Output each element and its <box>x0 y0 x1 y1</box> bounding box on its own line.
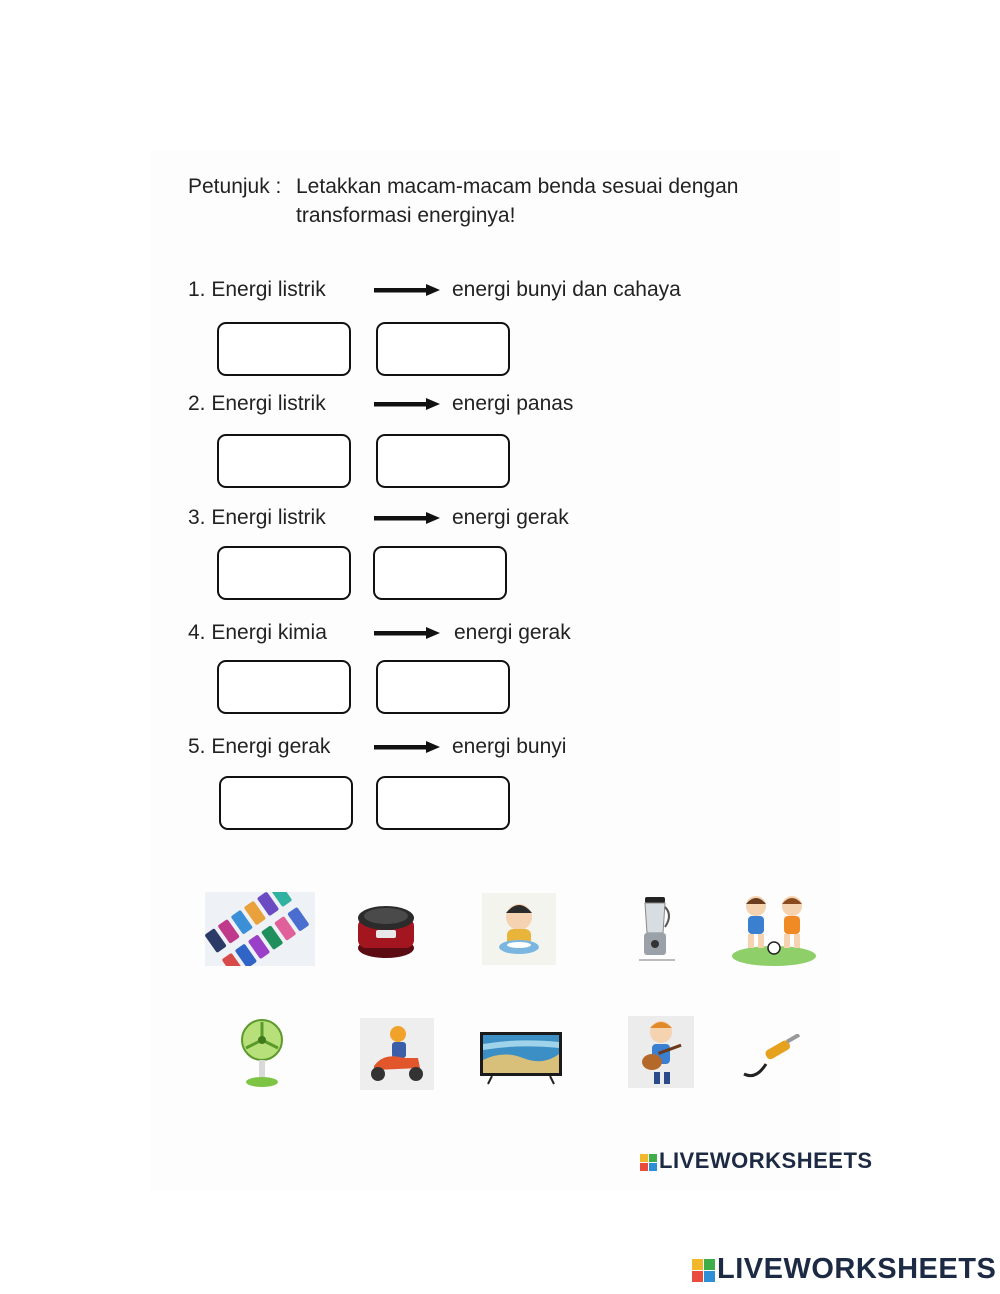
soldering-iron-image[interactable] <box>742 1034 806 1086</box>
boy-eating-image[interactable] <box>482 893 556 965</box>
item-4-label: 4. Energi kimia <box>188 621 327 644</box>
drop-box-3a[interactable] <box>217 546 351 600</box>
boy-playing-guitar-image[interactable] <box>628 1016 694 1088</box>
instructions-line2: transformasi energinya! <box>296 204 516 227</box>
item-4-result: energi gerak <box>454 621 571 644</box>
arrow-right-icon <box>374 398 440 410</box>
scooter-rider-image[interactable] <box>360 1018 434 1090</box>
arrow-right-icon <box>374 627 440 639</box>
item-3-result: energi gerak <box>452 506 569 529</box>
drop-box-1a[interactable] <box>217 322 351 376</box>
television-image[interactable] <box>478 1030 564 1086</box>
liveworksheets-mark-icon <box>692 1259 715 1282</box>
drop-box-1b[interactable] <box>376 322 510 376</box>
item-1-result: energi bunyi dan cahaya <box>452 278 681 301</box>
arrow-right-icon <box>374 741 440 753</box>
item-5-label: 5. Energi gerak <box>188 735 331 758</box>
smartphones-image[interactable] <box>205 892 315 966</box>
item-2-label: 2. Energi listrik <box>188 392 326 415</box>
item-1-label: 1. Energi listrik <box>188 278 326 301</box>
rice-cooker-image[interactable] <box>352 896 420 962</box>
electric-fan-image[interactable] <box>230 1016 294 1090</box>
kids-playing-soccer-image[interactable] <box>730 890 818 966</box>
drop-box-4a[interactable] <box>217 660 351 714</box>
item-2-result: energi panas <box>452 392 574 415</box>
liveworksheets-text: LIVEWORKSHEETS <box>659 1148 873 1173</box>
liveworksheets-logo-footer[interactable] <box>692 1253 996 1286</box>
item-3-label: 3. Energi listrik <box>188 506 326 529</box>
drop-box-4b[interactable] <box>376 660 510 714</box>
blender-image[interactable] <box>635 893 679 965</box>
drop-box-5a[interactable] <box>219 776 353 830</box>
arrow-right-icon <box>374 284 440 296</box>
drop-box-3b[interactable] <box>373 546 507 600</box>
arrow-right-icon <box>374 512 440 524</box>
liveworksheets-logo-inner <box>640 1148 873 1174</box>
drop-box-2b[interactable] <box>376 434 510 488</box>
liveworksheets-text: LIVEWORKSHEETS <box>717 1253 997 1285</box>
instructions-label: Petunjuk : <box>188 175 282 198</box>
instructions-line1: Letakkan macam-macam benda sesuai dengan <box>296 175 739 198</box>
drop-box-2a[interactable] <box>217 434 351 488</box>
drop-box-5b[interactable] <box>376 776 510 830</box>
instructions <box>188 172 738 230</box>
liveworksheets-mark-icon <box>640 1154 657 1171</box>
item-5-result: energi bunyi <box>452 735 567 758</box>
